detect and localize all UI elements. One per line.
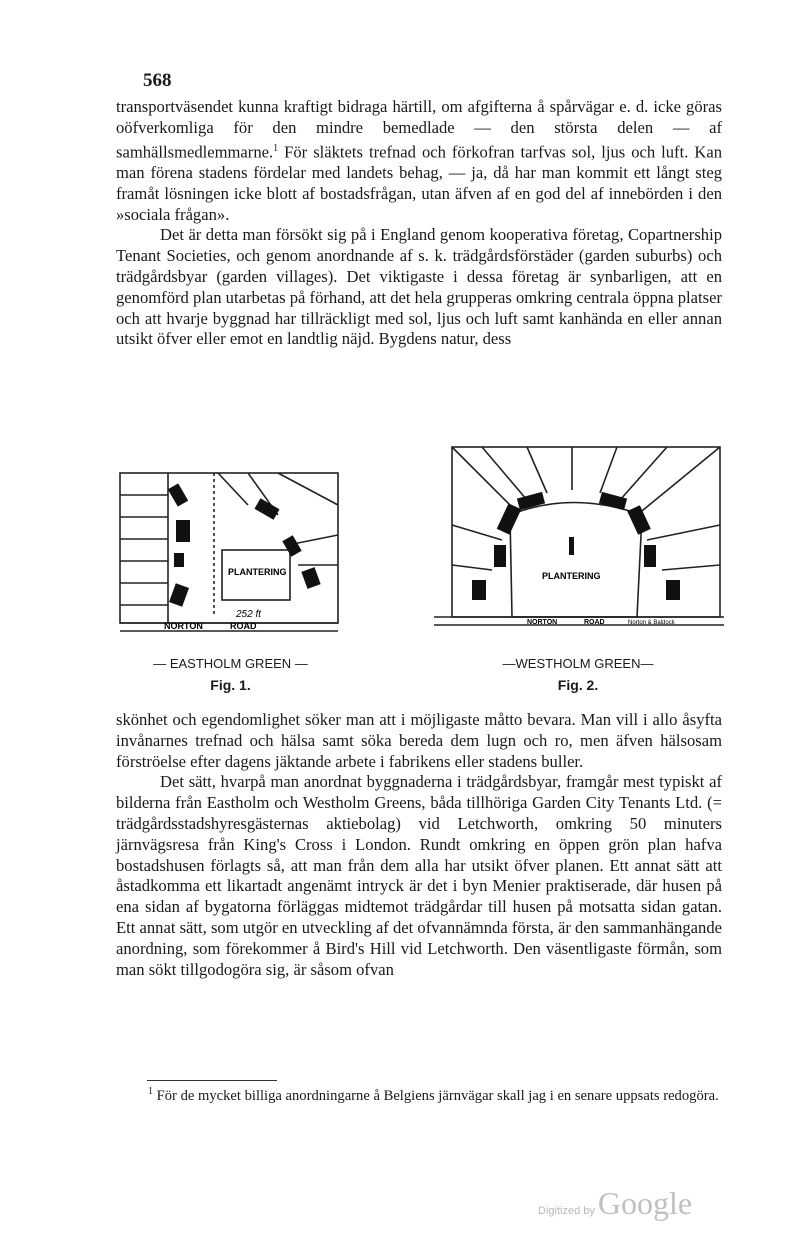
footnote-text: För de mycket billiga anordningarne å Belgiens järnvägar skall jag i en senare uppsats redogöra. (153, 1087, 719, 1104)
google-logo: Google (597, 1185, 693, 1221)
road-label-left: NORTON (527, 619, 558, 626)
road-label-left: NORTON (164, 621, 203, 631)
text-block-bottom (116, 710, 722, 980)
road-label-right: ROAD (230, 621, 257, 631)
paragraph: Det sätt, hvarpå man anordnat byggnaderna i trädgårdsbyar, framgår mest typiskt af bilderna från Eastholm och Westholm Greens, båda tillhöriga Garden City Tenants Ltd. (= trädgårdsstadshyresgästernas aktiebolag) vid Letchworth, omkring 50 minuters järnvägsresa från King's Cross i London. Rundt omkring en öppen grön plan hafva bostadshusen förlagts så, att man från dem alla har utsikt öfver planen. Ett annat sätt att åstadkomma ett likartadt angenämt intryck är det i byn Menier praktiserade, där husen på ena sidan af bygatorna förläggas midtemot trädgårdar till husen på motsatta sidan gatan. Ett annat sätt, som utgör en utveckling af det ofvannämnda första, är den sammanhängande anordning, som förekommer å Bird's Hill vid Letchworth. Den väsentligaste förmån, som man sökt tillgodogöra sig, är såsom ofvan (116, 772, 722, 979)
figure-caption: Fig. 1. (210, 677, 251, 693)
paragraph-text: transportväsendet kunna kraftigt bidraga härtill, om afgifterna å spårvägar e. d. icke göras oöfverkomliga för den mindre bemedlade — den största delen — af samhällsmedlemmarne. (116, 97, 722, 162)
figure-2 (432, 445, 724, 693)
paragraph: skönhet och egendomlighet söker man att i möjligaste måtto bevara. Man vill i allo åsyfta invånarnes trefnad och hälsa samt söka bereda dem lugn och ro, men äfven hälsosam förströelse efter dagens jäktande arbete i fabrikens eller stadens buller. (116, 710, 722, 771)
dimension-label: 252 ft (236, 609, 262, 620)
footnote (116, 1083, 722, 1105)
eastholm-plan-drawing (118, 445, 343, 645)
paragraph: Det är detta man försökt sig på i England genom kooperativa företag, Copartnership Tenant Societies, och genom anordnande af s. k. trädgårdsförstäder (garden suburbs) och trädgårdsbyar (garden villages). Det viktigaste i dessa företag är synbarligen, att en genomförd plan utarbetas på förhand, att det hela grupperas omkring centrala öppna platser och att hvarje byggnad har tillräckligt med sol, ljus och luft samt kanhända en eller annan utsikt öfver eller emot en landtlig näjd. Bygdens natur, dess (116, 225, 722, 349)
footnote-divider (147, 1080, 277, 1081)
figure-title: —WESTHOLM GREEN— (502, 656, 654, 671)
text-block-top (116, 97, 722, 350)
figure-1 (118, 445, 343, 693)
paragraph (116, 97, 722, 225)
westholm-plan-drawing (432, 445, 724, 645)
figure-title: — EASTHOLM GREEN — (153, 656, 308, 671)
figure-caption: Fig. 2. (557, 677, 599, 693)
footnote-marker: 1 (148, 1086, 153, 1097)
plantering-area (510, 503, 642, 618)
footnote-ref: 1 (273, 142, 279, 154)
watermark-prefix: Digitized by (538, 1205, 595, 1217)
plan-label: PLANTERING (542, 571, 601, 581)
page-number: 568 (143, 70, 172, 91)
road-label-right: Norton & Baldock (628, 620, 675, 626)
road-label-mid: ROAD (584, 619, 605, 626)
paragraph-text: För släktets trefnad och förkofran tarfvas sol, ljus och luft. Kan man förena stadens fördelar med landets behag, — ja, då har man kommit ett långt steg framåt lösningen icke blott af bostadsfrågan, utan äfven af en god del af innebörden i den »sociala frågan». (116, 142, 722, 224)
plan-label: PLANTERING (228, 567, 287, 577)
digitized-watermark (538, 1185, 692, 1222)
